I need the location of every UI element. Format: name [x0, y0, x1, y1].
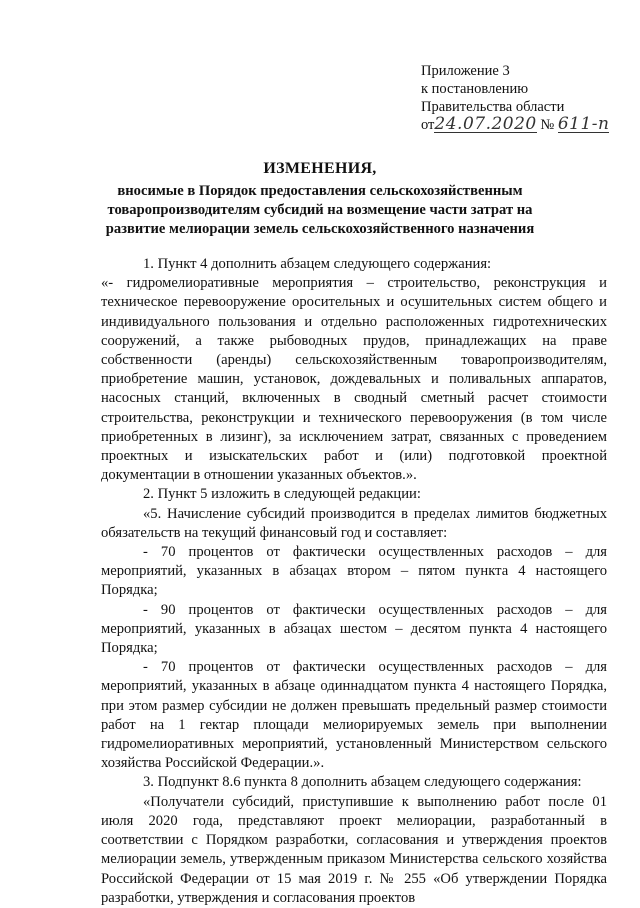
paragraph: - 90 процентов от фактически осуществленных расходов – для мероприятий, указанных в абзацах шестом – десятом пункта 4 настоящего Порядка; — [101, 601, 607, 657]
appendix-line-3: Правительства области — [421, 99, 565, 115]
date-prefix: от — [421, 117, 435, 133]
paragraph: 3. Подпункт 8.6 пункта 8 дополнить абзацем следующего содержания: — [143, 774, 582, 791]
number-prefix: № — [540, 117, 555, 133]
subtitle-line-2: товаропроизводителям субсидий на возмещение части затрат на — [107, 202, 533, 218]
paragraph: «- гидромелиоративные мероприятия – строительство, реконструкция и техническое перевооружение оросительных и осушительных систем общего и индивидуального пользования и отдельно расположенных гидротехнических сооружений, а также рыбоводных прудов, принадлежащих на праве собственности (аренды) сельскохозяйственным товаропроизводителям, приобретение машин, установок, дождевальных и поливальных аппаратов, насосных станций, включенных в сводный сметный расчет стоимости строительства, реконструкции и технического перевооружения (в том числе приобретенных в лизинг), за исключением затрат, связанных с проведением проектных и изыскательских работ и (или) подготовкой проектной документации в отношении указанных объектов.». — [101, 275, 607, 484]
document-subtitle — [0, 182, 640, 239]
subtitle-line-1: вносимые в Порядок предоставления сельскохозяйственным — [117, 183, 523, 199]
document-body — [101, 255, 607, 908]
paragraph: - 70 процентов от фактически осуществленных расходов – для мероприятий, указанных в абзацах втором – пятом пункта 4 настоящего Порядка; — [101, 544, 607, 599]
paragraph: «Получатели субсидий, приступившие к выполнению работ после 01 июля 2020 года, представляют проект мелиорации, разработанный в соответствии с Порядком разработки, согласования и утверждения проектов мелиорации земель, утвержденным приказом Министерства сельского хозяйства Российской Федерации от 15 мая 2019 г. № 255 «Об утверждении Порядка разработки, утверждения и согласования проектов — [101, 793, 607, 906]
handwritten-date: 24.07.2020 — [434, 114, 537, 134]
handwritten-number: 611-п — [557, 114, 610, 134]
subtitle-line-3: развитие мелиорации земель сельскохозяйственного назначения — [105, 221, 535, 237]
paragraph: 1. Пункт 4 дополнить абзацем следующего содержания: — [143, 256, 492, 272]
paragraph: - 70 процентов от фактически осуществленных расходов – для мероприятий, указанных в абзаце одиннадцатом пункта 4 настоящего Порядка, при этом размер субсидии не должен превышать предельный размер стоимости работ на 1 гектар площади мелиорируемых земель при выполнении гидромелиоративных мероприятий, установленный Министерством сельского хозяйства Российской Федерации.». — [101, 659, 607, 772]
appendix-date-line — [421, 116, 609, 134]
paragraph: 2. Пункт 5 изложить в следующей редакции: — [143, 486, 421, 503]
appendix-line-1: Приложение 3 — [421, 63, 510, 79]
document-title: ИЗМЕНЕНИЯ, — [263, 160, 377, 177]
paragraph: «5. Начисление субсидий производится в пределах лимитов бюджетных обязательств на текущий финансовый год и составляет: — [101, 505, 607, 541]
appendix-line-2: к постановлению — [421, 81, 529, 97]
appendix-block — [421, 62, 609, 134]
